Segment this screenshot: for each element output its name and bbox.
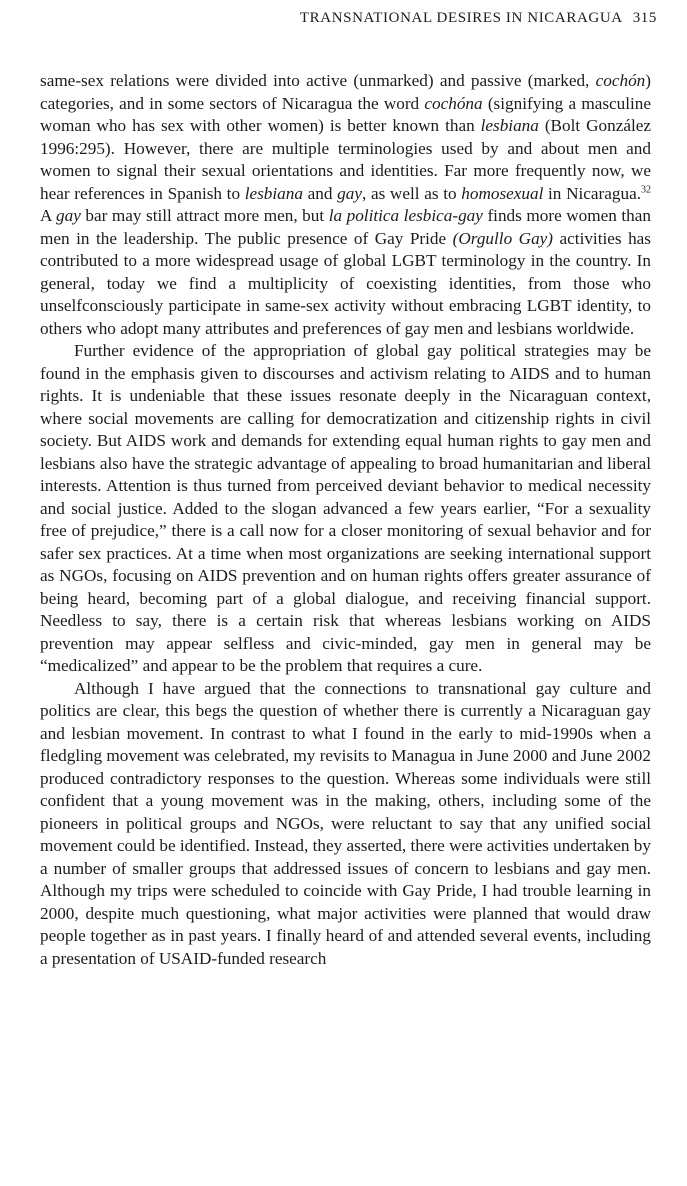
footnote-ref: 32 (641, 183, 651, 195)
italic-term: homosexual (461, 183, 544, 203)
italic-term: cochón (595, 71, 646, 90)
italic-term: (Orgullo Gay) (452, 228, 554, 248)
paragraph-1: same-sex relations were divided into active (unmarked) and passive (marked, cochón) categories, and in some sectors of Nicaragua the word cochóna (signifying a masculine woman who has sex with other women) is better known than lesbiana (Bolt González 1996:295). However, there are multiple terminologies used by and about men and women to signal their sexual orientations and identities. Far more frequently now, we hear references in Spanish to lesbiana and gay, as well as to homosexual in Nicaragua.$^{32}$ A gay bar may still attract more men, but la politica lesbica-gay finds more women than men in the leadership. The public presence of Gay Pride (Orgullo Gay) activities has contributed to a more widespread usage of global LGBT terminology in the country. In general, today we find a multiplicity of coexisting identities, from those who unselfconsciously participate in same-sex activity without embracing LGBT identity, to others who adopt many attributes and preferences of gay men and lesbians worldwide. (40, 71, 652, 338)
page-number: 315 (632, 10, 657, 26)
running-title: TRANSNATIONAL DESIRES IN NICARAGUA (299, 10, 623, 26)
running-head (300, 10, 657, 27)
paragraph-2: Further evidence of the appropriation of global gay political strategies may be found in the emphasis given to discourses and activism relating to AIDS and to human rights. It is undeniable that these issues resonate deeply in the Nicaraguan context, where social movements are calling for democratization and citizenship rights in civil society. But AIDS work and demands for extending equal human rights to gay men and lesbians also have the strategic advantage of appealing to broad humanitarian and liberal interests. Attention is thus turned from perceived deviant behavior to medical necessity and social justice. Added to the slogan advanced a few years earlier, “For a sexuality free of prejudice,” there is a call now for a closer monitoring of sexual behavior and for safer sex practices. At a time when most organizations are seeking international support as NGOs, focusing on AIDS prevention and on human rights offers greater assurance of being heard, becoming part of a global dialogue, and receiving financial support. Needless to say, there is a certain risk that whereas lesbians working on AIDS prevention may appear selfless and civic-minded, gay men in general may be “medicalized” and appear to be the problem that requires a cure. (40, 341, 651, 675)
italic-term: cochóna (424, 93, 483, 113)
italic-term: lesbiana (244, 183, 303, 203)
italic-term: lesbiana (480, 116, 539, 135)
body-text (40, 70, 651, 970)
italic-term: gay (337, 183, 362, 203)
italic-term: gay (56, 206, 81, 225)
italic-term: la politica lesbica-gay (328, 206, 483, 225)
paragraph-3: Although I have argued that the connections to transnational gay culture and politics are clear, this begs the question of whether there is currently a Nicaraguan gay and lesbian movement. In contrast to what I found in the early to mid-1990s when a fledgling movement was celebrated, my revisits to Managua in June 2000 and June 2002 produced contradictory responses to the question. Whereas some individuals were still confident that a young movement was in the making, others, including some of the pioneers in political groups and NGOs, were reluctant to say that any unified social movement could be identified. Instead, they asserted, there were activities undertaken by a number of smaller groups that addressed issues of concern to lesbians and gay men. Although my trips were scheduled to coincide with Gay Pride, I had trouble learning in 2000, despite much questioning, what major activities were planned that would draw people together as in past years. I finally heard of and attended several events, including a presentation of USAID-funded research (40, 678, 651, 968)
